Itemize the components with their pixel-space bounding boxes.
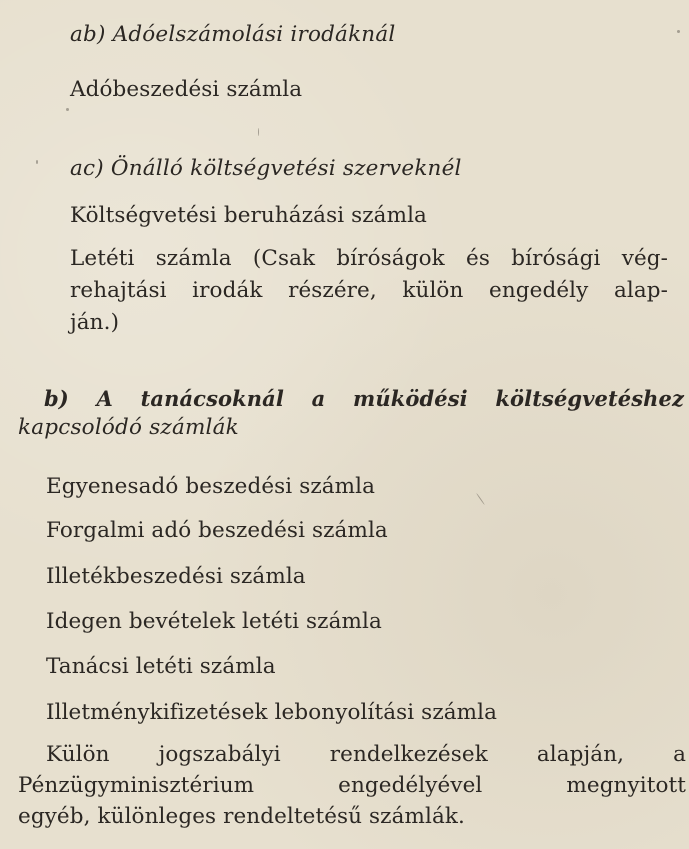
heading-b-line-1: b) A tanácsoknál a működési költségvetéshez — [44, 386, 684, 411]
paper-speck — [36, 160, 38, 164]
paper-speck — [476, 493, 485, 505]
heading-ac: ac) Önálló költségvetési szerveknél — [70, 156, 462, 181]
paper-speck — [677, 30, 680, 33]
closing-line-1: Külön jogszabályi rendelkezések alapján, a — [46, 742, 686, 767]
item-idegen-bevetelek: Idegen bevételek letéti számla — [46, 609, 382, 634]
item-adobeszedesi: Adóbeszedési számla — [70, 77, 303, 102]
closing-line-2: Pénzügyminisztérium engedélyével megnyitott — [18, 773, 686, 798]
item-egyenesado: Egyenesadó beszedési számla — [46, 474, 376, 499]
closing-line-3: egyéb, különleges rendeltetésű számlák. — [18, 804, 465, 829]
item-illetekbeszedesi: Illetékbeszedési számla — [46, 564, 306, 589]
paper-speck — [258, 128, 259, 136]
letet-line-1: Letéti számla (Csak bíróságok és bírósági vég- — [70, 246, 668, 271]
heading-b-line-2: kapcsolódó számlák — [18, 415, 239, 440]
item-tanacsi-leteti: Tanácsi letéti számla — [46, 654, 276, 679]
item-koltsegvetesi-beruhazasi: Költségvetési beruházási számla — [70, 203, 427, 228]
letet-line-2: rehajtási irodák részére, külön engedély alap- — [70, 278, 668, 303]
item-illetmenykifizetesek: Illetménykifizetések lebonyolítási számla — [46, 700, 498, 725]
letet-line-3: ján.) — [70, 310, 120, 335]
item-forgalmi-ado: Forgalmi adó beszedési számla — [46, 518, 388, 543]
heading-ab: ab) Adóelszámolási irodáknál — [70, 22, 396, 47]
paper-speck — [66, 108, 69, 111]
